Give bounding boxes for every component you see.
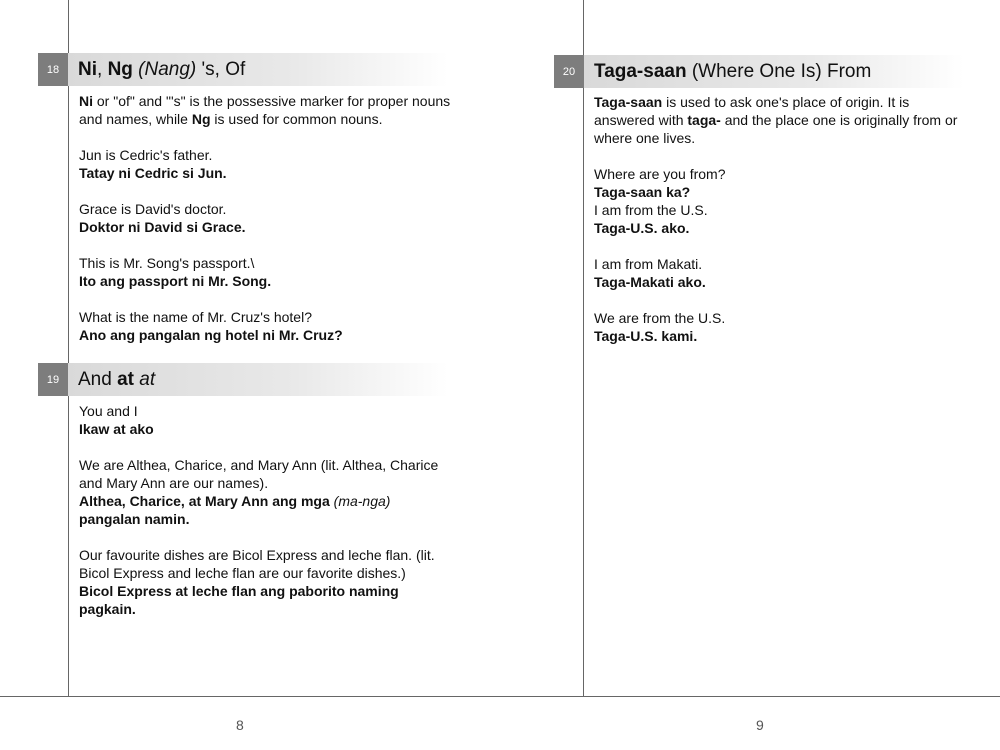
section-number-badge: 20 <box>554 55 584 88</box>
intro-taga: taga- <box>687 112 721 128</box>
section-title <box>78 369 155 391</box>
example-tagalog: Bicol Express at leche flan ang paborito naming pagkain. <box>79 583 399 617</box>
intro-part2: and the place one is originally from or where one lives. <box>594 112 958 146</box>
section-title <box>594 61 871 83</box>
title-at-pronunciation: at <box>139 369 156 390</box>
footer-rule <box>0 696 1000 697</box>
section-18-intro <box>79 92 459 128</box>
left-page-number: 8 <box>236 717 244 733</box>
section-19-body <box>79 402 459 636</box>
example-english: I am from the U.S. <box>594 202 708 218</box>
title-rest: 's, Of <box>196 59 246 80</box>
section-number-badge: 19 <box>38 363 68 396</box>
section-20-intro <box>594 93 969 147</box>
example-pair <box>594 255 969 291</box>
example-pair <box>79 402 459 438</box>
title-taga-saan: Taga-saan <box>594 61 687 82</box>
example-english: This is Mr. Song's passport.\ <box>79 255 255 271</box>
example-english: Where are you from? <box>594 166 726 182</box>
example-tagalog-cont: pangalan namin. <box>79 511 190 527</box>
example-tagalog: Taga-saan ka? <box>594 184 691 200</box>
example-pair <box>79 308 459 344</box>
example-english: We are Althea, Charice, and Mary Ann (lit. Althea, Charice and Mary Ann are our names). <box>79 457 439 491</box>
example-english: You and I <box>79 403 138 419</box>
example-tagalog: Taga-Makati ako. <box>594 274 706 290</box>
example-pair <box>79 254 459 290</box>
example-tagalog: Althea, Charice, at Mary Ann ang mga <box>79 493 330 509</box>
title-rest: (Where One Is) From <box>686 61 872 82</box>
title-ni: Ni <box>78 59 97 80</box>
section-number-badge: 18 <box>38 53 68 86</box>
intro-part1: or "of" and "'s" is the possessive marker for proper nouns and names, while <box>79 93 451 127</box>
intro-part1: is used to ask one's place of origin. It is answered with <box>594 94 910 128</box>
section-18-body <box>79 92 459 362</box>
section-20-body <box>594 93 969 363</box>
intro-part2: is used for common nouns. <box>210 111 383 127</box>
intro-taga-saan: Taga-saan <box>594 94 663 110</box>
example-tagalog: Taga-U.S. ako. <box>594 220 690 236</box>
example-english: Grace is David's doctor. <box>79 201 227 217</box>
example-english: Our favourite dishes are Bicol Express and leche flan. (lit. Bicol Express and leche flan are our favorite dishes.) <box>79 547 435 581</box>
example-pair <box>79 546 459 618</box>
right-page-number: 9 <box>756 717 764 733</box>
section-title <box>78 59 245 81</box>
gutter-rule <box>583 0 584 696</box>
example-english: Jun is Cedric's father. <box>79 147 213 163</box>
example-tagalog: Ikaw at ako <box>79 421 154 437</box>
example-pair <box>594 309 969 345</box>
title-ng: Ng <box>107 59 133 80</box>
example-english: I am from Makati. <box>594 256 703 272</box>
example-tagalog: Doktor ni David si Grace. <box>79 219 246 235</box>
intro-ni: Ni <box>79 93 93 109</box>
example-tagalog: Tatay ni Cedric si Jun. <box>79 165 227 181</box>
title-comma: , <box>97 59 108 80</box>
title-and: And <box>78 369 118 390</box>
title-nang: (Nang) <box>138 59 197 80</box>
pronunciation-hint: (ma-nga) <box>333 493 391 509</box>
example-english: We are from the U.S. <box>594 310 726 326</box>
example-pair <box>79 456 459 528</box>
intro-ng: Ng <box>191 111 211 127</box>
example-dialogue <box>594 165 969 237</box>
example-pair <box>79 146 459 182</box>
example-pair <box>79 200 459 236</box>
left-page-margin-rule <box>68 0 69 696</box>
example-tagalog: Ano ang pangalan ng hotel ni Mr. Cruz? <box>79 327 343 343</box>
example-english: What is the name of Mr. Cruz's hotel? <box>79 309 312 325</box>
example-tagalog: Taga-U.S. kami. <box>594 328 698 344</box>
title-at: at <box>117 369 134 390</box>
example-tagalog: Ito ang passport ni Mr. Song. <box>79 273 272 289</box>
